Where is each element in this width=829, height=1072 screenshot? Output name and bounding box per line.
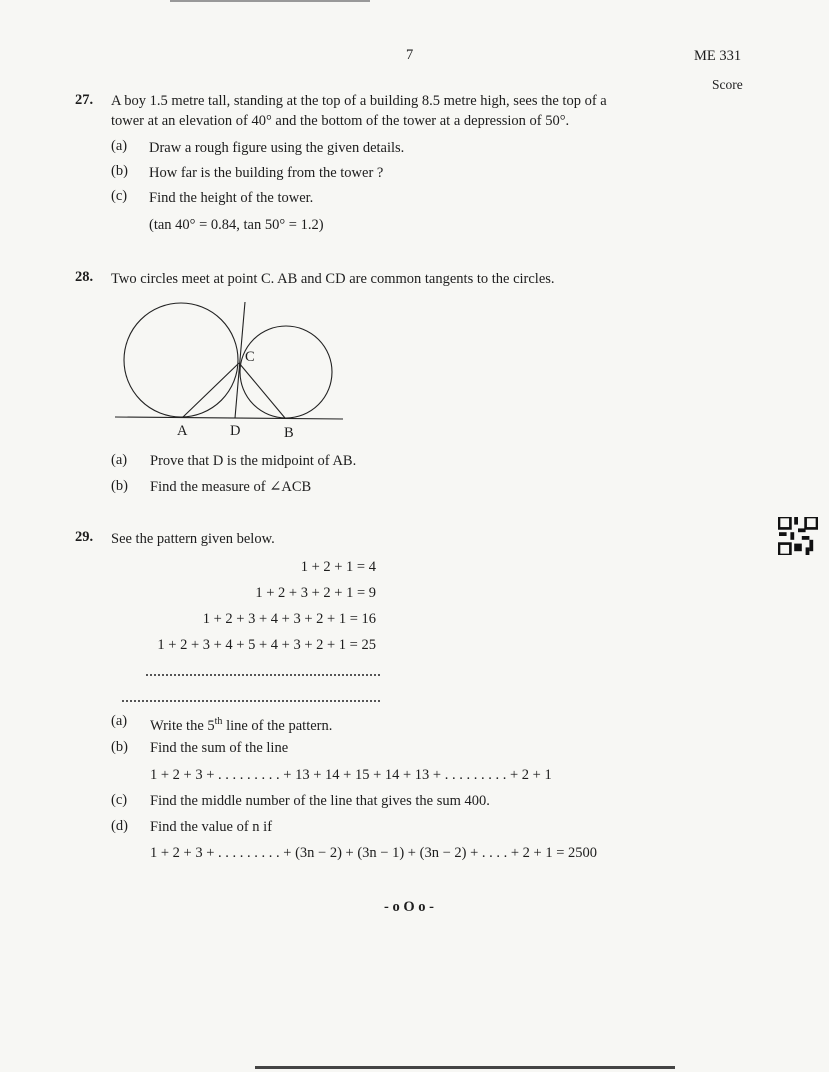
- pattern-line: 1 + 2 + 3 + 4 + 5 + 4 + 3 + 2 + 1 = 25: [157, 637, 376, 653]
- part-label: (c): [111, 188, 128, 204]
- part-text: Find the middle number of the line that gives the sum 400.: [150, 793, 490, 809]
- part-text: Find the sum of the line: [150, 740, 289, 756]
- part-text: How far is the building from the tower ?: [149, 165, 384, 181]
- pattern-line: 1 + 2 + 3 + 4 + 3 + 2 + 1 = 16: [202, 611, 376, 627]
- paper-code: ME 331: [694, 48, 742, 64]
- end-mark: - o O o -: [384, 899, 434, 915]
- pattern-line: 1 + 2 + 3 + 2 + 1 = 9: [255, 585, 376, 601]
- question-27-text-line1: A boy 1.5 metre tall, standing at the top of a building 8.5 metre high, sees the top of a: [111, 93, 607, 109]
- part-label: (c): [111, 792, 128, 808]
- blank-dotted-line: [146, 674, 380, 676]
- part-label: (a): [111, 713, 128, 729]
- part-label: (b): [111, 163, 128, 179]
- part-label: (d): [111, 818, 128, 834]
- figure-label-c: C: [245, 349, 255, 365]
- figure-label-a: A: [177, 423, 188, 439]
- question-28-text: Two circles meet at point C. AB and CD are common tangents to the circles.: [111, 271, 555, 287]
- tangent-line-ab: [115, 417, 343, 419]
- part-text: Find the measure of ∠ACB: [150, 479, 312, 495]
- question-number-28: 28.: [75, 269, 94, 285]
- tangent-line-cd: [235, 302, 245, 418]
- blank-dotted-line: [122, 700, 380, 702]
- expression: 1 + 2 + 3 + . . . . . . . . . + (3n − 2) + (3n − 1) + (3n − 2) + . . . . + 2 + 1 = 2500: [150, 845, 598, 861]
- part-label: (b): [111, 739, 128, 755]
- page-number: 7: [406, 47, 414, 63]
- part-text: Prove that D is the midpoint of AB.: [150, 453, 357, 469]
- question-29-text: See the pattern given below.: [111, 531, 275, 547]
- question-number-27: 27.: [75, 92, 94, 108]
- figure-label-d: D: [230, 423, 241, 439]
- part-text-main: Write the 5: [150, 717, 215, 734]
- scan-edge-line: [255, 1066, 675, 1069]
- part-label: (b): [111, 478, 128, 494]
- part-text: Find the height of the tower.: [149, 190, 314, 206]
- segment-cb: [239, 363, 285, 418]
- part-text: [150, 713, 332, 735]
- qr-code: [778, 517, 818, 555]
- question-27-text-line2: tower at an elevation of 40° and the bottom of the tower at a depression of 50°.: [111, 113, 570, 129]
- part-text: Find the value of n if: [150, 819, 273, 835]
- score-label: Score: [712, 77, 743, 92]
- question-number-29: 29.: [75, 529, 94, 545]
- part-label: (a): [111, 138, 128, 154]
- figure-label-b: B: [284, 425, 294, 441]
- part-text-rest: line of the pattern.: [222, 717, 333, 734]
- part-text: Draw a rough figure using the given details.: [149, 140, 405, 156]
- hint-values: (tan 40° = 0.84, tan 50° = 1.2): [149, 217, 324, 233]
- large-circle: [124, 303, 238, 417]
- pattern-line: 1 + 2 + 1 = 4: [300, 559, 376, 575]
- part-label: (a): [111, 452, 128, 468]
- superscript: th: [214, 716, 223, 727]
- small-circle: [240, 326, 332, 418]
- expression: 1 + 2 + 3 + . . . . . . . . . + 13 + 14 + 15 + 14 + 13 + . . . . . . . . . + 2 + 1: [150, 767, 552, 783]
